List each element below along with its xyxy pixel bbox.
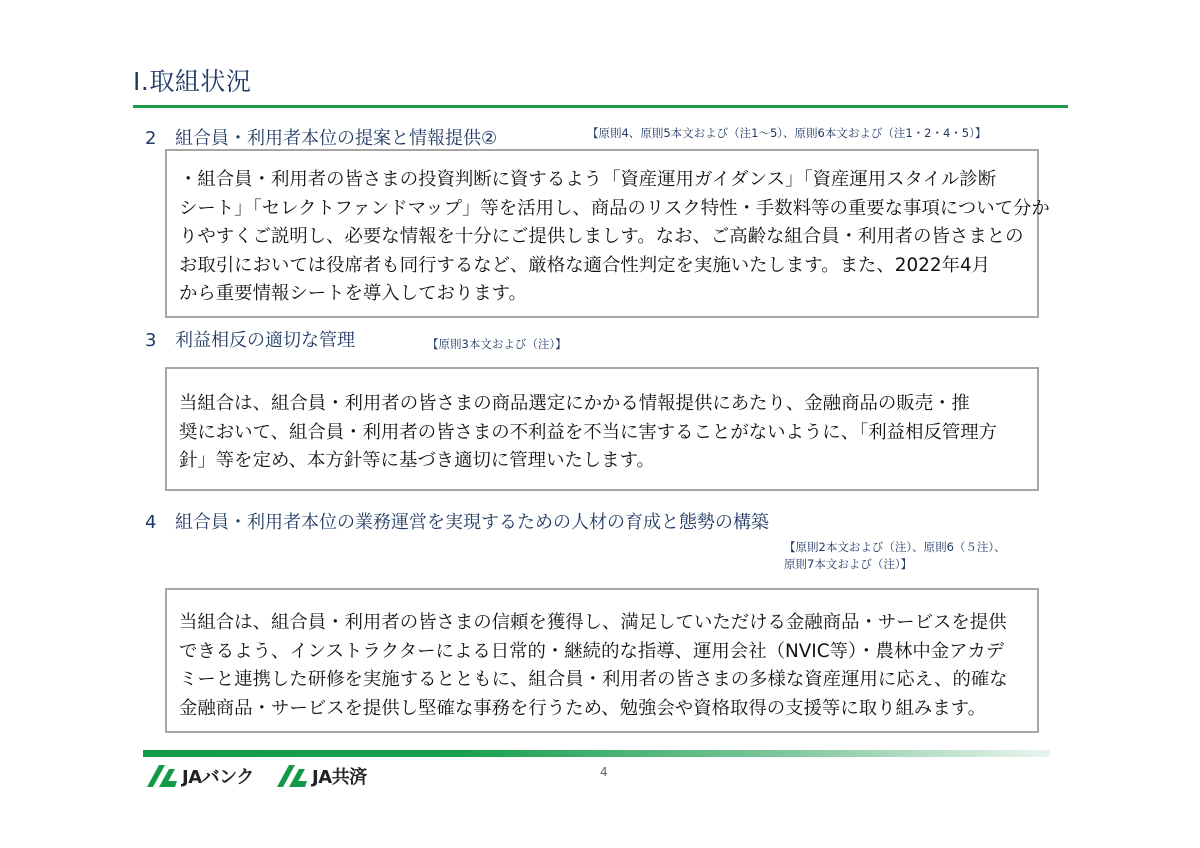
section-2-box — [165, 149, 1050, 318]
section-4-line: 当組合は、組合員・利用者の皆さまの信頼を獲得し、満足していただける金融商品・サービスを提供 — [179, 612, 1007, 633]
section-2-title: 組合員・利用者本位の提案と情報提供② — [175, 128, 498, 149]
footer-divider — [143, 750, 1050, 757]
section-3-line: 針」等を定め、本方針等に基づき適切に管理いたします。 — [179, 450, 655, 471]
section-3-title: 利益相反の適切な管理 — [175, 330, 355, 351]
title-divider — [133, 105, 1068, 108]
page-title: Ⅰ.取組状況 — [133, 67, 252, 96]
section-2-line: お取引においては役席者も同行するなど、厳格な適合性判定を実施いたします。また、2022年4月 — [179, 254, 991, 276]
section-3-box — [165, 367, 1039, 491]
section-4-title: 組合員・利用者本位の業務運営を実現するための人材の育成と態勢の構築 — [175, 512, 769, 533]
ja-kyosai-logo-text: JA共済 — [312, 767, 367, 788]
section-2-line: シート」「セレクトファンドマップ」等を活用し、商品のリスク特性・手数料等の重要な事項について分か — [179, 197, 1050, 219]
section-2-reference: 【原則4、原則5本文および（注1～5）、原則6本文および（注1・2・4・5）】 — [587, 126, 987, 140]
section-4-line: ミーと連携した研修を実施するとともに、組合員・利用者の皆さまの多様な資産運用に応え、的確な — [179, 669, 1008, 690]
ja-bank-logo — [145, 762, 254, 790]
section-2-line: ・組合員・利用者の皆さまの投資判断に資するよう「資産運用ガイダンス」「資産運用スタイル診断 — [179, 169, 997, 190]
section-3-number: 3 — [145, 330, 157, 351]
section-3-heading — [145, 326, 355, 352]
section-2-number: 2 — [145, 128, 157, 149]
ja-leaf-icon — [145, 763, 179, 789]
section-3-line: 奨において、組合員・利用者の皆さまの不利益を不当に害することがないように、「利益相反管理方 — [179, 421, 998, 443]
section-4-box — [165, 588, 1039, 733]
section-4-heading — [145, 508, 769, 534]
section-4-line: 金融商品・サービスを提供し堅確な事務を行うため、勉強会や資格取得の支援等に取り組みます。 — [179, 697, 986, 719]
section-4-line: できるよう、インストラクターによる日常的・継続的な指導、運用会社（NVIC等）・農林中金アカデ — [179, 640, 1005, 662]
ja-leaf-icon — [275, 763, 309, 789]
section-2-line: から重要情報シートを導入しております。 — [179, 283, 527, 304]
ja-bank-logo-text: JAバンク — [182, 767, 254, 788]
section-4-number: 4 — [145, 512, 157, 533]
section-2-line: りやすくご説明し、必要な情報を十分にご提供しましす。なお、ご高齢な組合員・利用者の皆さまとの — [179, 226, 1024, 247]
section-2-heading — [145, 124, 497, 150]
section-4-reference-line-2: 原則7本文および（注）】 — [784, 557, 913, 571]
section-4-reference-line-1: 【原則2本文および（注）、原則6（５注）、 — [784, 540, 1006, 554]
page-number: 4 — [600, 765, 608, 779]
section-3-reference: 【原則3本文および（注）】 — [427, 337, 567, 351]
ja-kyosai-logo — [275, 762, 367, 790]
section-3-line: 当組合は、組合員・利用者の皆さまの商品選定にかかる情報提供にあたり、金融商品の販売・推 — [179, 393, 970, 414]
